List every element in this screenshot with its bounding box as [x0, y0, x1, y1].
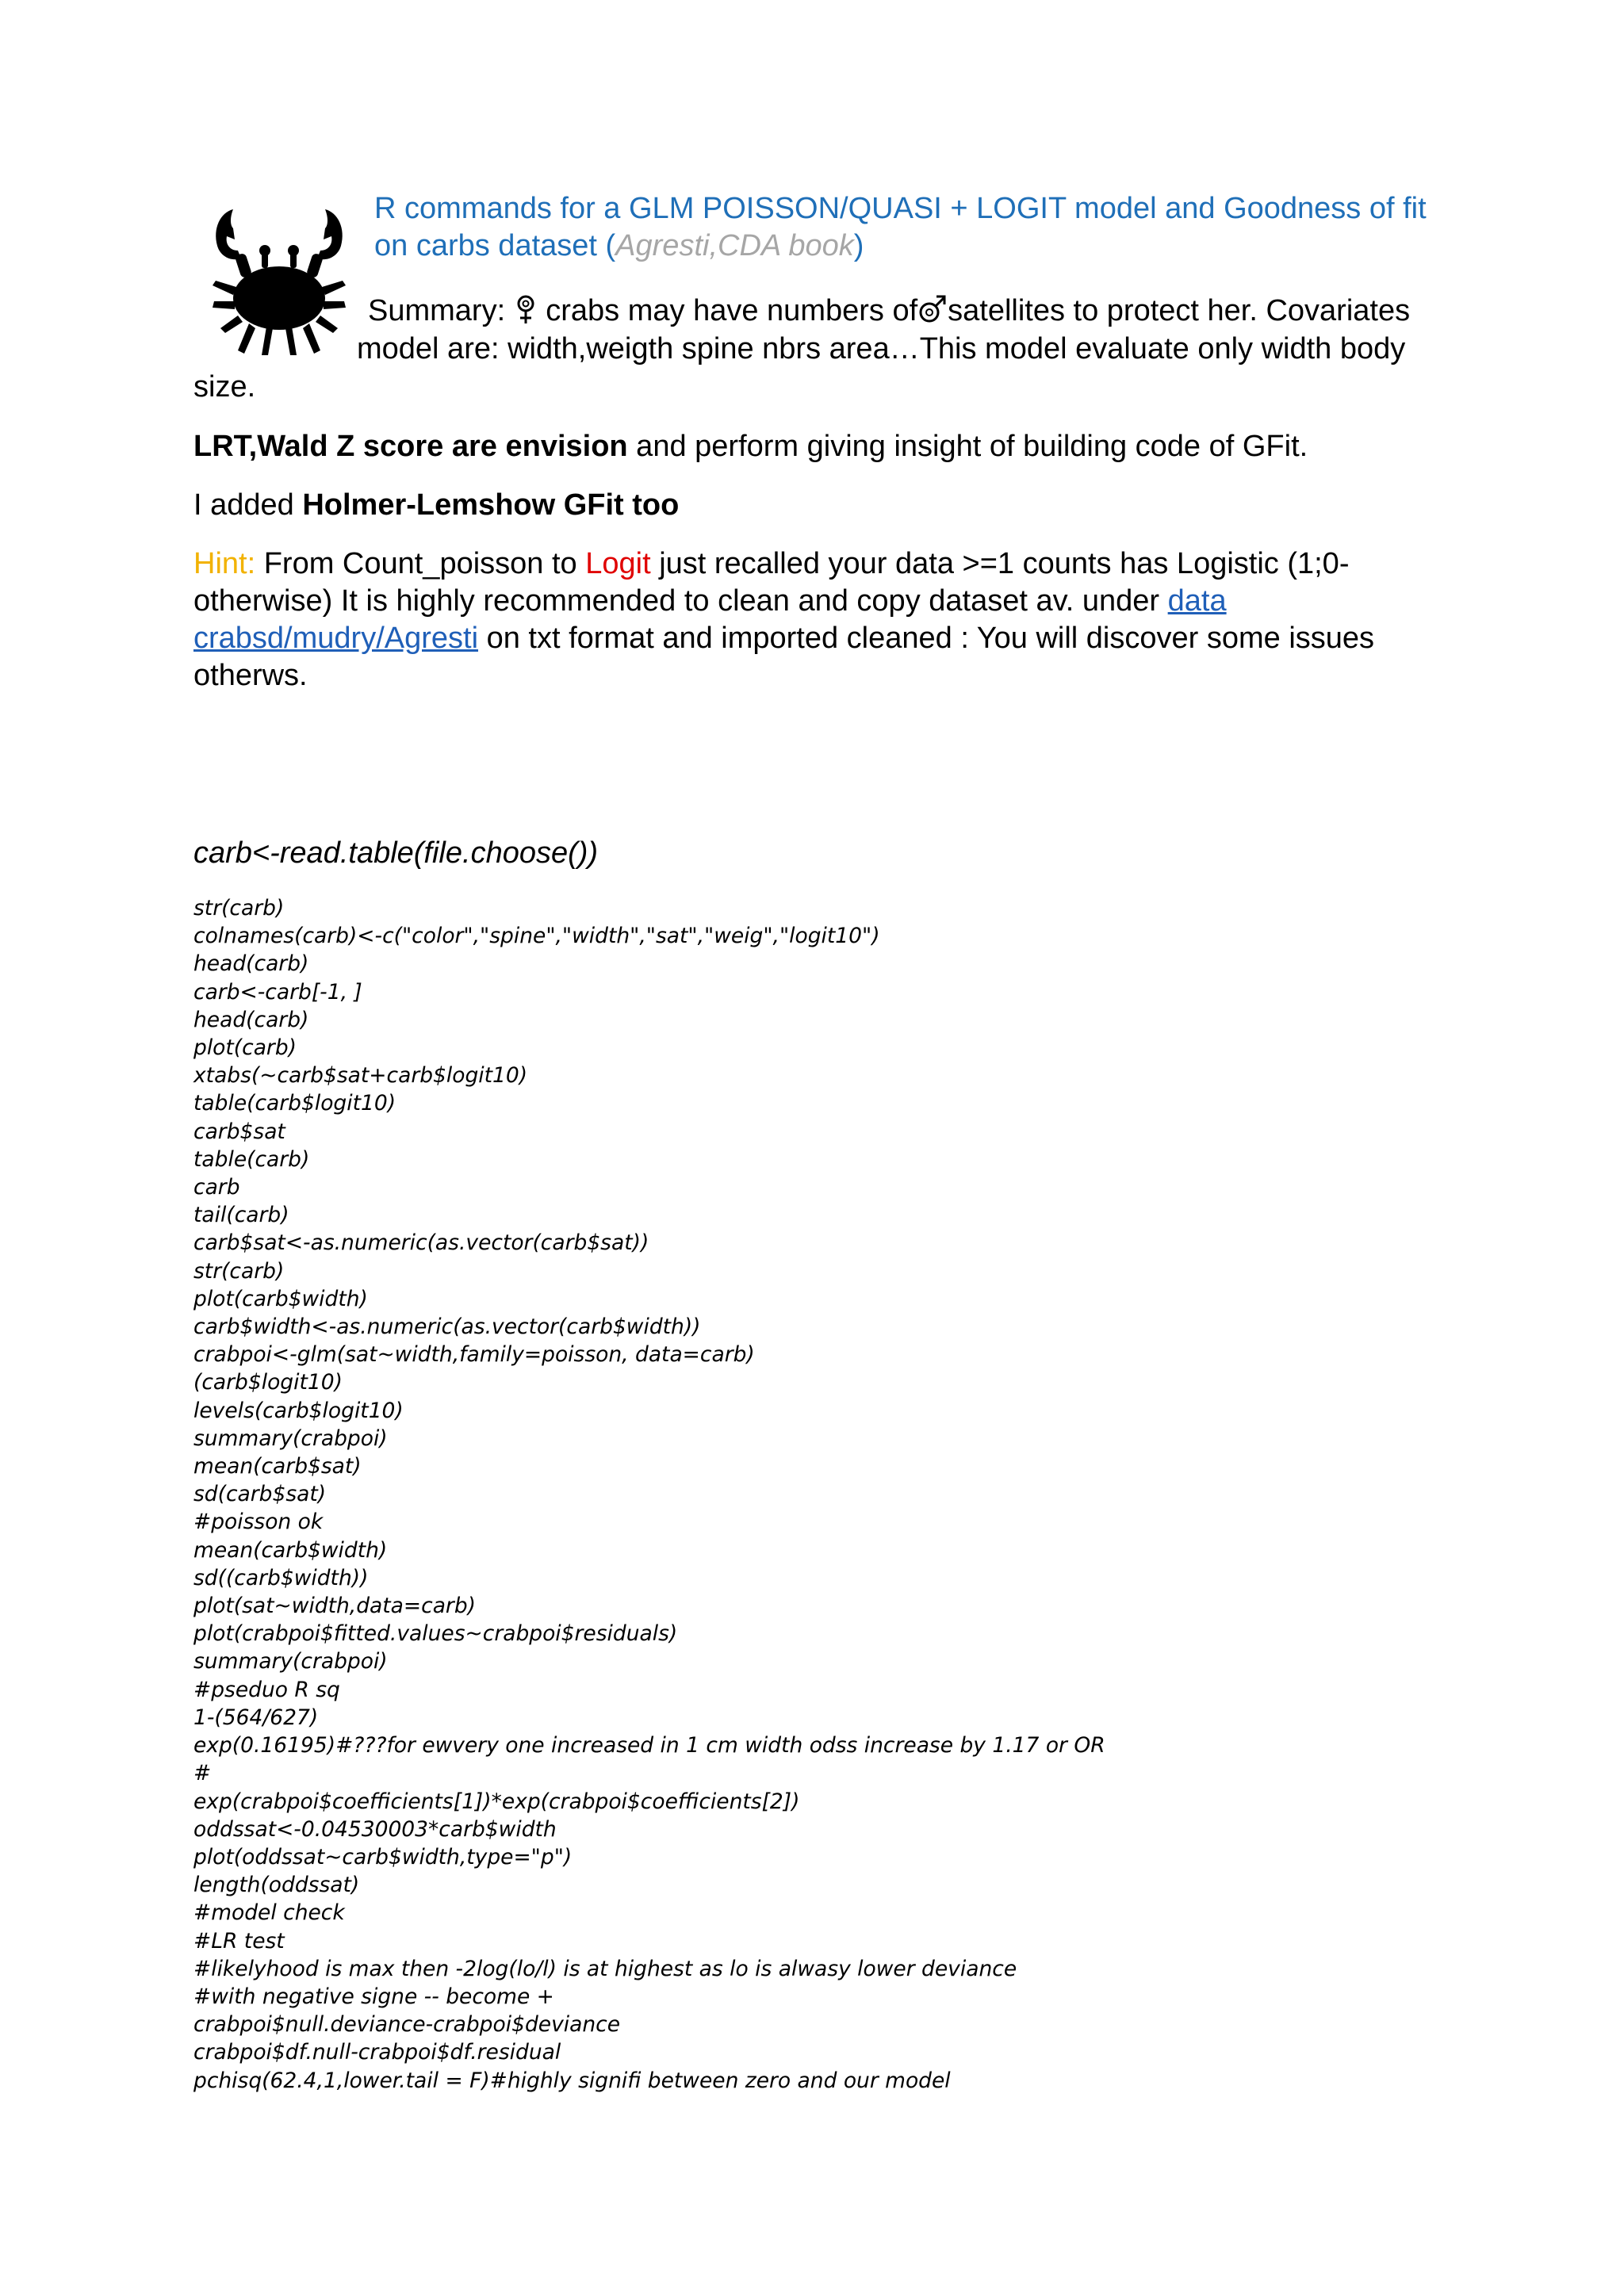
code-line: mean(carb$sat) — [193, 1454, 362, 1479]
code-line: table(carb$logit10) — [193, 1091, 396, 1116]
code-line: plot(carb$width) — [193, 1286, 368, 1311]
lrt-paragraph: LRT,Wald Z score are envision and perform giving insight of building code of GFit. — [193, 430, 1308, 463]
code-line: crabpoi$null.deviance-crabpoi$deviance — [193, 2012, 621, 2038]
code-line: crabpoi<-glm(sat~width,family=poisson, data=carb) — [193, 1342, 755, 1368]
code-line: colnames(carb)<-c("color","spine","width","sat","weig","logit10") — [193, 924, 880, 949]
code-line: plot(oddssat~carb$width,type="p") — [193, 1844, 573, 1869]
code-line: #model check — [193, 1900, 345, 1926]
code-line: carb — [193, 1175, 240, 1200]
code-line: carb<-carb[-1, ] — [193, 979, 362, 1004]
code-line: length(oddssat) — [193, 1873, 360, 1898]
code-line: carb$sat — [193, 1119, 285, 1144]
data-link[interactable]: data crabsd/mudry/Agresti — [193, 584, 1227, 655]
code-line: table(carb) — [193, 1146, 310, 1172]
code-line: head(carb) — [193, 951, 309, 977]
code-line: exp(0.16195)#???for ewvery one increased in 1 cm width odss increase by 1.17 or OR — [193, 1733, 1105, 1758]
hint-label: Hint: — [193, 547, 256, 580]
code-line: (carb$logit10) — [193, 1370, 343, 1395]
hosmer-lemeshow-paragraph: I added Holmer-Lemshow GFit too — [193, 488, 680, 522]
code-line: plot(sat~width,data=carb) — [193, 1594, 476, 1619]
code-line: head(carb) — [193, 1007, 309, 1032]
code-listing — [193, 894, 1105, 2095]
code-line: carb$width<-as.numeric(as.vector(carb$width)) — [193, 1314, 701, 1340]
code-line: plot(crabpoi$fitted.values~crabpoi$residuals) — [193, 1621, 678, 1647]
logit-word: Logit — [585, 547, 651, 580]
code-line: pchisq(62.4,1,lower.tail = F)#highly signifi between zero and our model — [193, 2068, 951, 2093]
code-line: #poisson ok — [193, 1510, 324, 1535]
code-line: sd(carb$sat) — [193, 1482, 327, 1507]
code-line: exp(crabpoi$coefficients[1])*exp(crabpoi$coefficients[2]) — [193, 1789, 800, 1814]
title-reference: Agresti,CDA book — [615, 229, 854, 262]
code-line: str(carb) — [193, 896, 285, 920]
code-line: sd((carb$width)) — [193, 1565, 369, 1590]
code-line: 1-(564/627) — [193, 1705, 319, 1730]
male-symbol-icon — [917, 293, 948, 325]
code-title: carb<-read.table(file.choose()) — [193, 836, 599, 870]
code-line: levels(carb$logit10) — [193, 1398, 404, 1423]
hint-paragraph: Hint: From Count_poisson to Logit just recalled your data >=1 counts has Logistic (1;0-otherwise) It is highly recommended to clean and copy dataset av. under data crabsd/mudry/Agresti on txt format and imported cleaned : You will discover some issues otherws. — [193, 547, 1375, 692]
code-line: #likelyhood is max then -2log(lo/l) is at highest as lo is alwasy lower deviance — [193, 1956, 1017, 1981]
code-line: summary(crabpoi) — [193, 1649, 388, 1674]
summary-block — [193, 292, 1462, 406]
code-line: plot(carb) — [193, 1035, 297, 1061]
summary-line-3: size. — [193, 370, 256, 404]
code-line: oddssat<-0.04530003*carb$width — [193, 1816, 557, 1842]
code-line: #pseduo R sq — [193, 1677, 340, 1702]
code-line: #LR test — [193, 1928, 285, 1954]
code-line: summary(crabpoi) — [193, 1425, 388, 1451]
code-line: tail(carb) — [193, 1203, 289, 1228]
summary-line-2: model are: width,weigth spine nbrs area…This model evaluate only width body — [357, 332, 1406, 365]
document-title: R commands for a GLM POISSON/QUASI + LOGIT model and Goodness of fit on carbs dataset (Agresti,CDA book) — [374, 192, 1427, 262]
code-line: crabpoi$df.null-crabpoi$df.residual — [193, 2040, 561, 2065]
code-line: xtabs(~carb$sat+carb$logit10) — [193, 1063, 528, 1089]
code-line: #with negative signe -- become + — [193, 1984, 554, 2009]
female-symbol-icon — [514, 293, 538, 325]
summary-line-1: Summary: crabs may have numbers of satellites to protect her. Covariates — [368, 294, 1411, 327]
code-line: carb$sat<-as.numeric(as.vector(carb$sat)) — [193, 1230, 649, 1256]
code-line: str(carb) — [193, 1258, 285, 1284]
code-line: mean(carb$width) — [193, 1537, 388, 1563]
code-line: # — [193, 1761, 212, 1786]
